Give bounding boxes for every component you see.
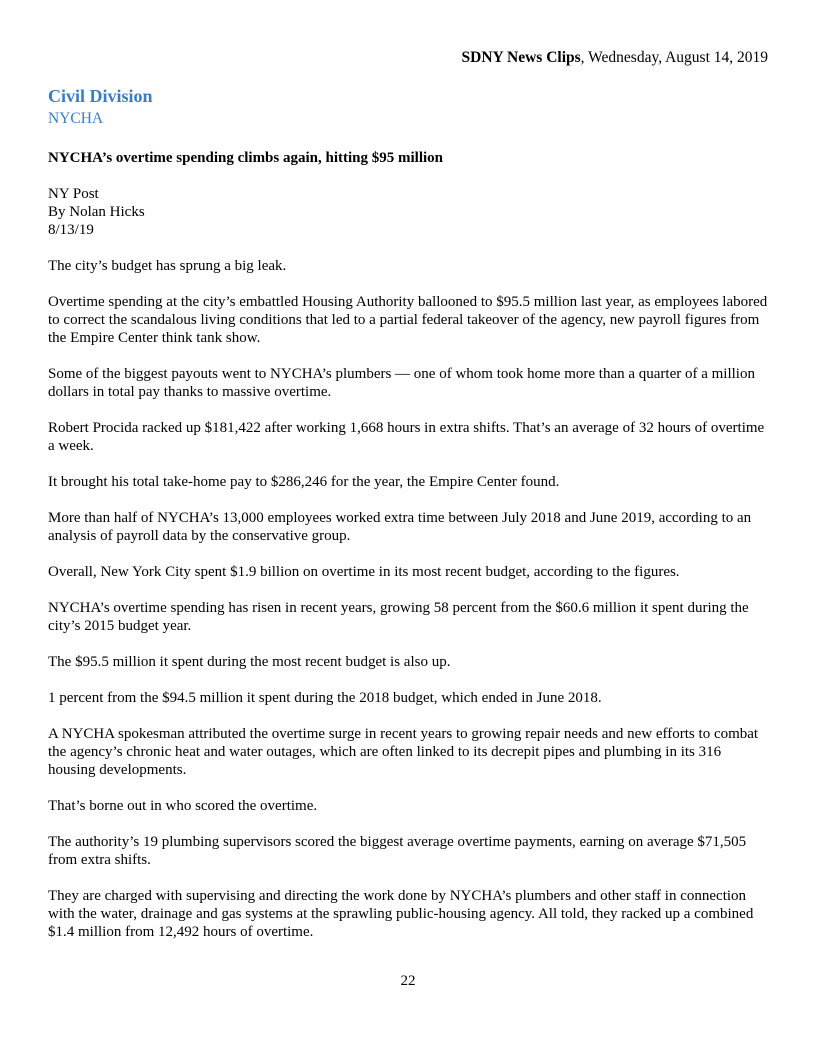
- article-paragraph: It brought his total take-home pay to $286,246 for the year, the Empire Center found.: [48, 474, 560, 490]
- article-paragraph: A NYCHA spokesman attributed the overtime surge in recent years to growing repair needs and new efforts to combat the agency’s chronic heat and water outages, which are often linked to its decrepit pipes and plumbing in its 316 housing developments.: [48, 726, 759, 778]
- article-source: NY Post: [48, 186, 99, 202]
- article-paragraph: The authority’s 19 plumbing supervisors scored the biggest average overtime payments, earning on average $71,505 from extra shifts.: [48, 834, 747, 868]
- article-paragraph: Some of the biggest payouts went to NYCHA’s plumbers — one of whom took home more than a quarter of a million dollars in total pay thanks to massive overtime.: [48, 366, 755, 400]
- main-content: [48, 85, 768, 959]
- article-meta: [48, 185, 768, 239]
- header-date: , Wednesday, August 14, 2019: [580, 49, 768, 66]
- article-paragraph: 1 percent from the $94.5 million it spent during the 2018 budget, which ended in June 2018.: [48, 690, 602, 706]
- article-byline: By Nolan Hicks: [48, 204, 145, 220]
- article-paragraph: That’s borne out in who scored the overtime.: [48, 798, 318, 814]
- page-header: [462, 48, 768, 68]
- section-heading: NYCHA: [48, 110, 104, 127]
- page-number: 22: [400, 973, 416, 989]
- article-paragraph: Overall, New York City spent $1.9 billion on overtime in its most recent budget, according to the figures.: [48, 564, 680, 580]
- article-paragraph: More than half of NYCHA’s 13,000 employees worked extra time between July 2018 and June 2019, according to an analysis of payroll data by the conservative group.: [48, 510, 752, 544]
- division-heading: Civil Division: [48, 86, 153, 106]
- article-paragraph: Overtime spending at the city’s embattled Housing Authority ballooned to $95.5 million last year, as employees labored to correct the scandalous living conditions that led to a partial federal takeover of the agency, new payroll figures from the Empire Center think tank show.: [48, 294, 768, 346]
- article-paragraph: They are charged with supervising and directing the work done by NYCHA’s plumbers and other staff in connection with the water, drainage and gas systems at the sprawling public-housing agency. All told, they racked up a combined $1.4 million from 12,492 hours of overtime.: [48, 888, 754, 940]
- publication-name: SDNY News Clips: [461, 49, 581, 66]
- article-paragraph: NYCHA’s overtime spending has risen in recent years, growing 58 percent from the $60.6 million it spent during the city’s 2015 budget year.: [48, 600, 749, 634]
- article-headline: NYCHA’s overtime spending climbs again, hitting $95 million: [48, 150, 444, 166]
- article-paragraph: Robert Procida racked up $181,422 after working 1,668 hours in extra shifts. That’s an average of 32 hours of overtime a week.: [48, 420, 765, 454]
- article-body: [48, 257, 768, 941]
- article-paragraph: The city’s budget has sprung a big leak.: [48, 258, 287, 274]
- article-date: 8/13/19: [48, 222, 94, 238]
- article-paragraph: The $95.5 million it spent during the most recent budget is also up.: [48, 654, 451, 670]
